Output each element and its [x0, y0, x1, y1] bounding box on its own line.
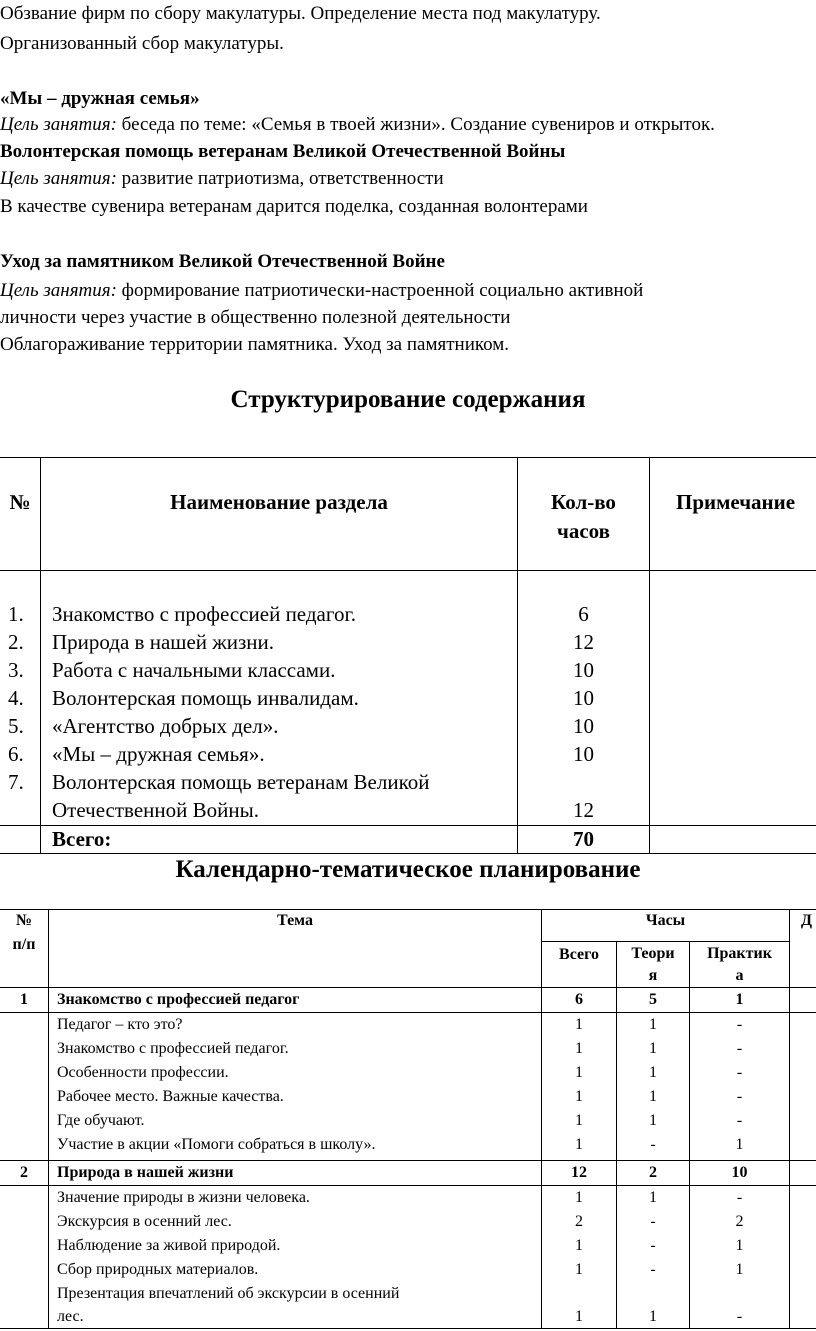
- intro-line: Обзвание фирм по сбору макулатуры. Определение места под макулатуру.: [0, 3, 601, 24]
- block-note: В качестве сувенира ветеранам дарится поделка, созданная волонтерами: [0, 196, 588, 217]
- topic-total: 1: [575, 1136, 583, 1153]
- topic: Значение природы в жизни человека.: [57, 1189, 310, 1206]
- goal-text: беседа по теме: «Семья в твоей жизни». Создание сувениров и открыток.: [116, 114, 715, 135]
- topic-practice: 1: [735, 1261, 744, 1278]
- topic-total: 1: [575, 1040, 583, 1057]
- block-goal: [0, 167, 444, 191]
- topic-total: 1: [575, 1189, 583, 1206]
- block-title: Волонтерская помощь ветеранам Великой Отечественной Войны: [0, 141, 566, 162]
- section-name: Природа в нашей жизни: [57, 1164, 234, 1181]
- topic: Наблюдение за живой природой.: [57, 1237, 281, 1254]
- topic-practice: -: [736, 1088, 743, 1105]
- topic-total: 1: [575, 1064, 583, 1081]
- topic-theory: 1: [649, 1064, 657, 1081]
- topic: Экскурсия в осенний лес.: [57, 1213, 232, 1230]
- topic: Участие в акции «Помоги собраться в школу».: [57, 1136, 376, 1153]
- goal-text: развитие патриотизма, ответственности: [116, 168, 444, 189]
- section-theory: 5: [649, 991, 657, 1008]
- topic-practice: 1: [735, 1237, 744, 1254]
- row-num: 7.: [8, 770, 24, 794]
- block-goal: [0, 113, 715, 137]
- topic-total: 1: [575, 1088, 583, 1105]
- block-goal: [0, 279, 643, 303]
- topic-theory: 1: [649, 1016, 657, 1033]
- cal-header-num: п/п: [12, 936, 36, 953]
- section-num: 2: [20, 1164, 28, 1181]
- topic-practice: -: [736, 1308, 743, 1325]
- topic-practice: 1: [735, 1136, 744, 1153]
- row-hours: 10: [573, 658, 594, 682]
- cal-header-num: №: [15, 912, 33, 929]
- cal-header-practice: Практик: [707, 945, 772, 962]
- header-num: №: [9, 490, 31, 514]
- row-hours: 6: [578, 602, 589, 626]
- goal-text: формирование патриотически-настроенной социально активной: [116, 280, 644, 301]
- topic: Педагог – кто это?: [57, 1016, 183, 1033]
- row-name: Знакомство с профессией педагог.: [52, 602, 356, 626]
- total-hours: 70: [573, 827, 594, 851]
- topic: лес.: [57, 1308, 84, 1325]
- header-name: Наименование раздела: [170, 490, 388, 514]
- section-theory: 2: [649, 1164, 657, 1181]
- cal-header-theory: Теори: [631, 945, 675, 962]
- section-practice: 1: [735, 991, 744, 1008]
- cal-header-total: Всего: [559, 946, 599, 963]
- section-name: Знакомство с профессией педагог: [57, 991, 300, 1008]
- cal-header-practice: а: [735, 967, 744, 984]
- row-name: Волонтерская помощь ветеранам Великой: [52, 770, 430, 794]
- topic-theory: 1: [649, 1040, 657, 1057]
- row-num: 3.: [8, 658, 24, 682]
- calendar-title: Календарно-тематическое планирование: [175, 856, 641, 883]
- topic-theory: -: [650, 1237, 656, 1254]
- topic-theory: -: [650, 1213, 656, 1230]
- row-hours: 12: [573, 630, 594, 654]
- topic-practice: -: [736, 1064, 743, 1081]
- cal-header-topic: Тема: [277, 912, 313, 929]
- block-note: Облагораживание территории памятника. Уход за памятником.: [0, 334, 510, 355]
- topic-theory: 1: [649, 1088, 657, 1105]
- topic-total: 1: [575, 1237, 583, 1254]
- topic-total: 1: [575, 1016, 583, 1033]
- block-title: «Мы – дружная семья»: [0, 88, 200, 109]
- header-hours: часов: [557, 519, 610, 543]
- topic-theory: -: [650, 1261, 656, 1278]
- goal-label: Цель занятия:: [0, 114, 117, 135]
- topic-practice: 2: [735, 1213, 744, 1230]
- topic: Знакомство с профессией педагог.: [57, 1040, 289, 1057]
- row-name: Природа в нашей жизни.: [52, 630, 275, 654]
- row-name: Работа с начальными классами.: [52, 658, 336, 682]
- goal-label: Цель занятия:: [0, 168, 117, 189]
- row-name: «Мы – дружная семья».: [52, 742, 265, 766]
- section-total: 6: [575, 991, 583, 1008]
- block-title: Уход за памятником Великой Отечественной Войне: [0, 251, 445, 272]
- topic-theory: 1: [649, 1189, 657, 1206]
- row-name: «Агентство добрых дел».: [52, 714, 279, 738]
- topic-practice: -: [736, 1040, 743, 1057]
- row-hours: 10: [573, 686, 594, 710]
- topic: Где обучают.: [57, 1112, 145, 1129]
- topic: Рабочее место. Важные качества.: [57, 1088, 284, 1105]
- topic-theory: 1: [649, 1308, 657, 1325]
- topic: Особенности профессии.: [57, 1064, 229, 1081]
- topic: Сбор природных материалов.: [57, 1261, 259, 1278]
- row-num: 6.: [8, 742, 24, 766]
- topic: Презентация впечатлений об экскурсии в осенний: [57, 1285, 400, 1302]
- row-num: 2.: [8, 630, 24, 654]
- row-hours: 10: [573, 742, 594, 766]
- goal-label: Цель занятия:: [0, 280, 117, 301]
- row-num: 4.: [8, 686, 24, 710]
- topic-practice: -: [736, 1112, 743, 1129]
- topic-total: 1: [575, 1261, 583, 1278]
- section-num: 1: [20, 991, 28, 1008]
- header-hours: Кол-во: [551, 490, 616, 514]
- topic-practice: -: [736, 1189, 743, 1206]
- structure-title: Структурирование содержания: [230, 386, 586, 413]
- cal-header-hours: Часы: [645, 912, 686, 929]
- topic-theory: -: [650, 1136, 656, 1153]
- cal-header-extra: Д: [801, 912, 813, 929]
- header-note: Примечание: [676, 490, 796, 514]
- row-num: 5.: [8, 714, 24, 738]
- row-num: 1.: [8, 602, 24, 626]
- total-label: Всего:: [52, 827, 112, 851]
- intro-line: Организованный сбор макулатуры.: [0, 33, 284, 54]
- row-name: Отечественной Войны.: [52, 798, 259, 822]
- topic-total: 2: [575, 1213, 583, 1230]
- topic-theory: 1: [649, 1112, 657, 1129]
- topic-practice: -: [736, 1016, 743, 1033]
- row-hours: 10: [573, 714, 594, 738]
- row-hours: 12: [573, 798, 594, 822]
- section-practice: 10: [731, 1164, 748, 1181]
- row-name: Волонтерская помощь инвалидам.: [52, 686, 359, 710]
- cal-header-theory: я: [648, 967, 658, 984]
- topic-total: 1: [575, 1308, 583, 1325]
- section-total: 12: [571, 1164, 587, 1181]
- topic-total: 1: [575, 1112, 583, 1129]
- block-goal-cont: личности через участие в общественно полезной деятельности: [0, 307, 511, 328]
